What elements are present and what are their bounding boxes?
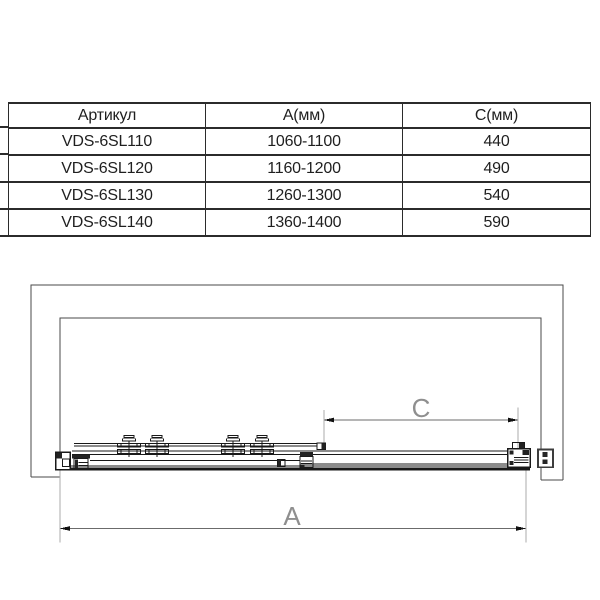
right-end-cap <box>508 442 530 467</box>
cell-dim-c: 590 <box>403 209 591 236</box>
cell-article: VDS-6SL110 <box>9 128 206 155</box>
col-header-article: Артикул <box>9 103 206 128</box>
dimension-c <box>324 393 518 448</box>
cell-dim-c: 490 <box>403 155 591 182</box>
dim-a-label: A <box>283 501 301 531</box>
wall-bracket <box>538 450 553 468</box>
cell-dim-a: 1260-1300 <box>206 182 403 209</box>
cell-dim-a: 1160-1200 <box>206 155 403 182</box>
roller-icon <box>118 436 141 457</box>
cell-dim-c: 440 <box>403 128 591 155</box>
col-header-dim-a: А(мм) <box>206 103 403 128</box>
cell-dim-c: 540 <box>403 182 591 209</box>
dimension-a <box>60 468 526 543</box>
roller-icon <box>146 436 169 457</box>
col-header-dim-c: С(мм) <box>403 103 591 128</box>
cell-article: VDS-6SL130 <box>9 182 206 209</box>
middle-connector <box>300 452 313 467</box>
dim-c-label: C <box>411 393 431 423</box>
roller-icon <box>222 436 245 457</box>
roller-icon <box>251 436 274 457</box>
cell-dim-a: 1360-1400 <box>206 209 403 236</box>
cell-article: VDS-6SL140 <box>9 209 206 236</box>
cell-dim-a: 1060-1100 <box>206 128 403 155</box>
cell-article: VDS-6SL120 <box>9 155 206 182</box>
